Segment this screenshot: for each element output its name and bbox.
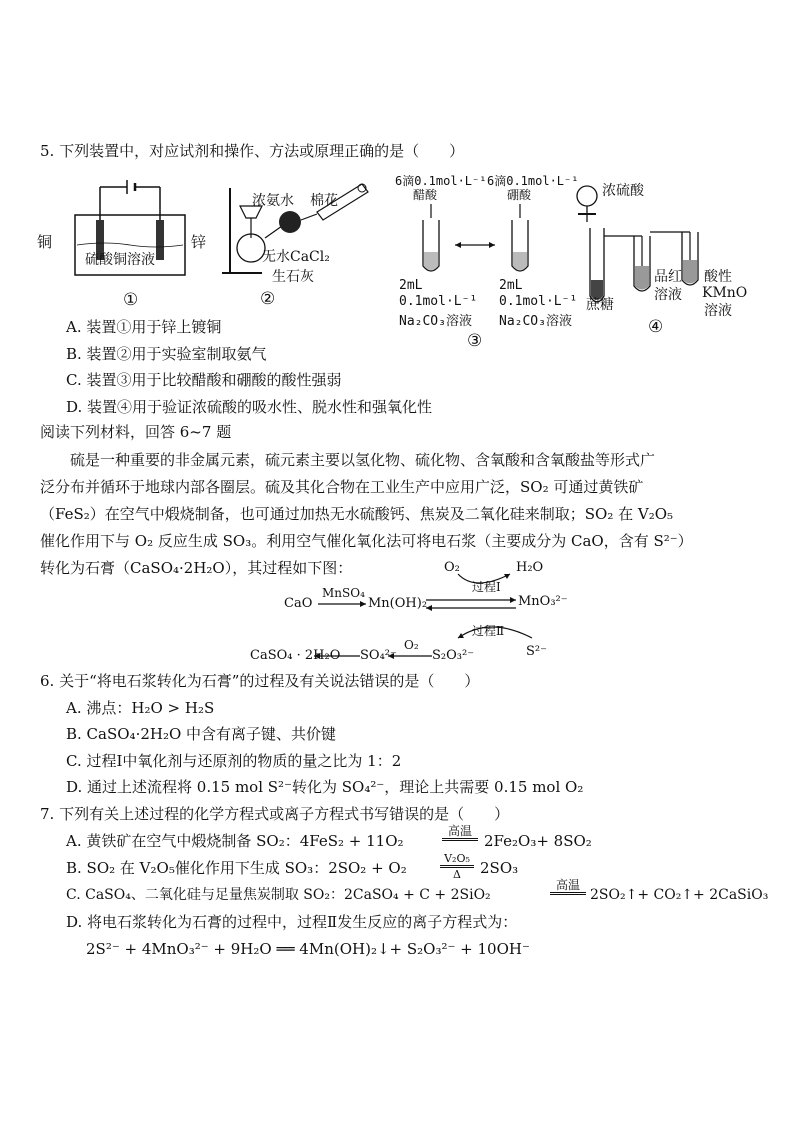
right-volume: 2mL <box>499 278 523 293</box>
gypsum-node: CaSO₄ · 2H₂O <box>250 648 341 663</box>
q6-option-d: D. 通过上述流程将 0.15 mol S²⁻转化为 SO₄²⁻，理论上共需要 0.15 mol O₂ <box>66 778 584 796</box>
right-solution: Na₂CO₃溶液 <box>499 314 572 329</box>
left-solution: Na₂CO₃溶液 <box>399 314 472 329</box>
process-diagram <box>250 560 570 670</box>
copper-label: 铜 <box>37 233 53 251</box>
mnso4-reagent: MnSO₄ <box>322 586 365 600</box>
drop-left-line2: 醋酸 <box>413 188 438 202</box>
q7-option-a-condition: 高温 <box>442 824 478 841</box>
mno3-node: MnO₃²⁻ <box>518 594 568 609</box>
fuchsin-label-1: 品红 <box>654 269 682 285</box>
ammonia-water-label: 浓氨水 <box>252 193 294 209</box>
reading-line-1: 硫是一种重要的非金属元素，硫元素主要以氢化物、硫化物、含氧酸和含氧酸盐等形式广 <box>40 451 656 469</box>
o2-bottom: O₂ <box>404 638 419 652</box>
test-tubes-drawing <box>395 200 595 280</box>
cacl2-label: 无水CaCl₂ <box>262 249 330 265</box>
q6-option-c: C. 过程Ⅰ中氧化剂与还原剂的物质的量之比为 1：2 <box>66 752 402 770</box>
reading-line-5: 转化为石膏（CaSO₄·2H₂O），其过程如下图： <box>40 559 353 577</box>
apparatus-3 <box>395 166 595 356</box>
zinc-label: 锌 <box>191 233 207 251</box>
right-concentration: 0.1mol·L⁻¹ <box>499 294 578 309</box>
q7-option-c-right: 2SO₂↑+ CO₂↑+ 2CaSiO₃ <box>590 887 769 903</box>
q7-option-c-condition: 高温 <box>550 878 586 895</box>
apparatus-4 <box>572 176 772 346</box>
sulfide-node: S²⁻ <box>526 644 547 659</box>
apparatus-1 <box>37 175 207 315</box>
so4-node: SO₄²⁻ <box>360 648 397 663</box>
q7-option-c-left: C. CaSO₄、二氧化硅与足量焦炭制取 SO₂：2CaSO₄ + C + 2SiO₂ <box>66 887 491 903</box>
sucrose-label: 蔗糖 <box>586 297 614 313</box>
q7-option-b-left: B. SO₂ 在 V₂O₅催化作用下生成 SO₃：2SO₂ + O₂ <box>66 859 407 877</box>
cotton-label: 棉花 <box>310 193 338 209</box>
q7-option-d-equation: 2S²⁻ + 4MnO₃²⁻ + 9H₂O ══ 4Mn(OH)₂↓+ S₂O₃²⁻ + 10OH⁻ <box>86 940 530 958</box>
q7-option-b-heat: Δ <box>453 868 461 881</box>
drop-right-line2: 硼酸 <box>507 188 532 202</box>
q5-option-c: C. 装置③用于比较醋酸和硼酸的酸性强弱 <box>66 371 342 389</box>
cuso4-solution-label: 硫酸铜溶液 <box>85 252 155 268</box>
cao-node: CaO <box>284 596 313 611</box>
process-2-label: 过程Ⅱ <box>472 624 505 638</box>
q5-option-b: B. 装置②用于实验室制取氨气 <box>66 345 267 363</box>
process-1-label: 过程Ⅰ <box>472 580 501 594</box>
q7-option-b-catalyst: V₂O₅ <box>440 853 474 868</box>
kmno4-label-3: 溶液 <box>704 303 732 319</box>
q5-option-a: A. 装置①用于锌上镀铜 <box>66 318 222 336</box>
q5-option-d: D. 装置④用于验证浓硫酸的吸水性、脱水性和强氧化性 <box>66 398 433 416</box>
apparatus-2-number: ② <box>260 289 276 309</box>
q5-stem: 5. 下列装置中，对应试剂和操作、方法或原理正确的是（ ） <box>40 142 465 160</box>
q7-stem: 7. 下列有关上述过程的化学方程式或离子方程式书写错误的是（ ） <box>40 805 510 823</box>
apparatus-1-number: ① <box>123 290 139 310</box>
s2o3-node: S₂O₃²⁻ <box>432 648 475 663</box>
q6-option-a: A. 沸点：H₂O > H₂S <box>66 699 215 717</box>
mnoh2-node: Mn(OH)₂ <box>368 596 428 611</box>
conc-sulfuric-acid-label: 浓硫酸 <box>602 183 644 199</box>
kmno4-label-1: 酸性 <box>704 269 732 285</box>
q6-stem: 6. 关于“将电石浆转化为石膏”的过程及有关说法错误的是（ ） <box>40 672 480 690</box>
q7-option-b-right: 2SO₃ <box>480 859 519 877</box>
reading-intro: 阅读下列材料，回答 6~7 题 <box>40 423 232 441</box>
drop-right-line1: 6滴0.1mol·L⁻¹ <box>487 174 579 188</box>
apparatus-2 <box>222 178 392 318</box>
reading-line-3: （FeS₂）在空气中煅烧制备，也可通过加热无水硫酸钙、焦炭及二氧化硅来制取；SO₂ 在 V₂O₅ <box>40 505 674 523</box>
o2-top: O₂ <box>444 560 460 575</box>
q7-option-a-right: 2Fe₂O₃+ 8SO₂ <box>484 832 592 850</box>
reading-line-4: 催化作用下与 O₂ 反应生成 SO₃。利用空气催化氧化法可将电石浆（主要成分为 CaO，含有 S²⁻） <box>40 532 693 550</box>
kmno4-label-2: KMnO <box>702 285 748 301</box>
drop-left-line1: 6滴0.1mol·L⁻¹ <box>395 174 487 188</box>
q7-option-d-line1: D. 将电石浆转化为石膏的过程中，过程Ⅱ发生反应的离子方程式为： <box>66 913 518 931</box>
fuchsin-label-2: 溶液 <box>654 287 682 303</box>
q7-option-a-left: A. 黄铁矿在空气中煅烧制备 SO₂：4FeS₂ + 11O₂ <box>66 832 404 850</box>
quicklime-label: 生石灰 <box>272 269 314 285</box>
left-volume: 2mL <box>399 278 423 293</box>
q6-option-b: B. CaSO₄·2H₂O 中含有离子键、共价键 <box>66 725 337 743</box>
apparatus-3-number: ③ <box>467 331 483 351</box>
h2o-product: H₂O <box>516 560 544 575</box>
reading-line-2: 泛分布并循环于地球内部各圈层。硫及其化合物在工业生产中应用广泛，SO₂ 可通过黄铁矿 <box>40 478 644 496</box>
apparatus-4-number: ④ <box>648 317 664 337</box>
left-concentration: 0.1mol·L⁻¹ <box>399 294 478 309</box>
